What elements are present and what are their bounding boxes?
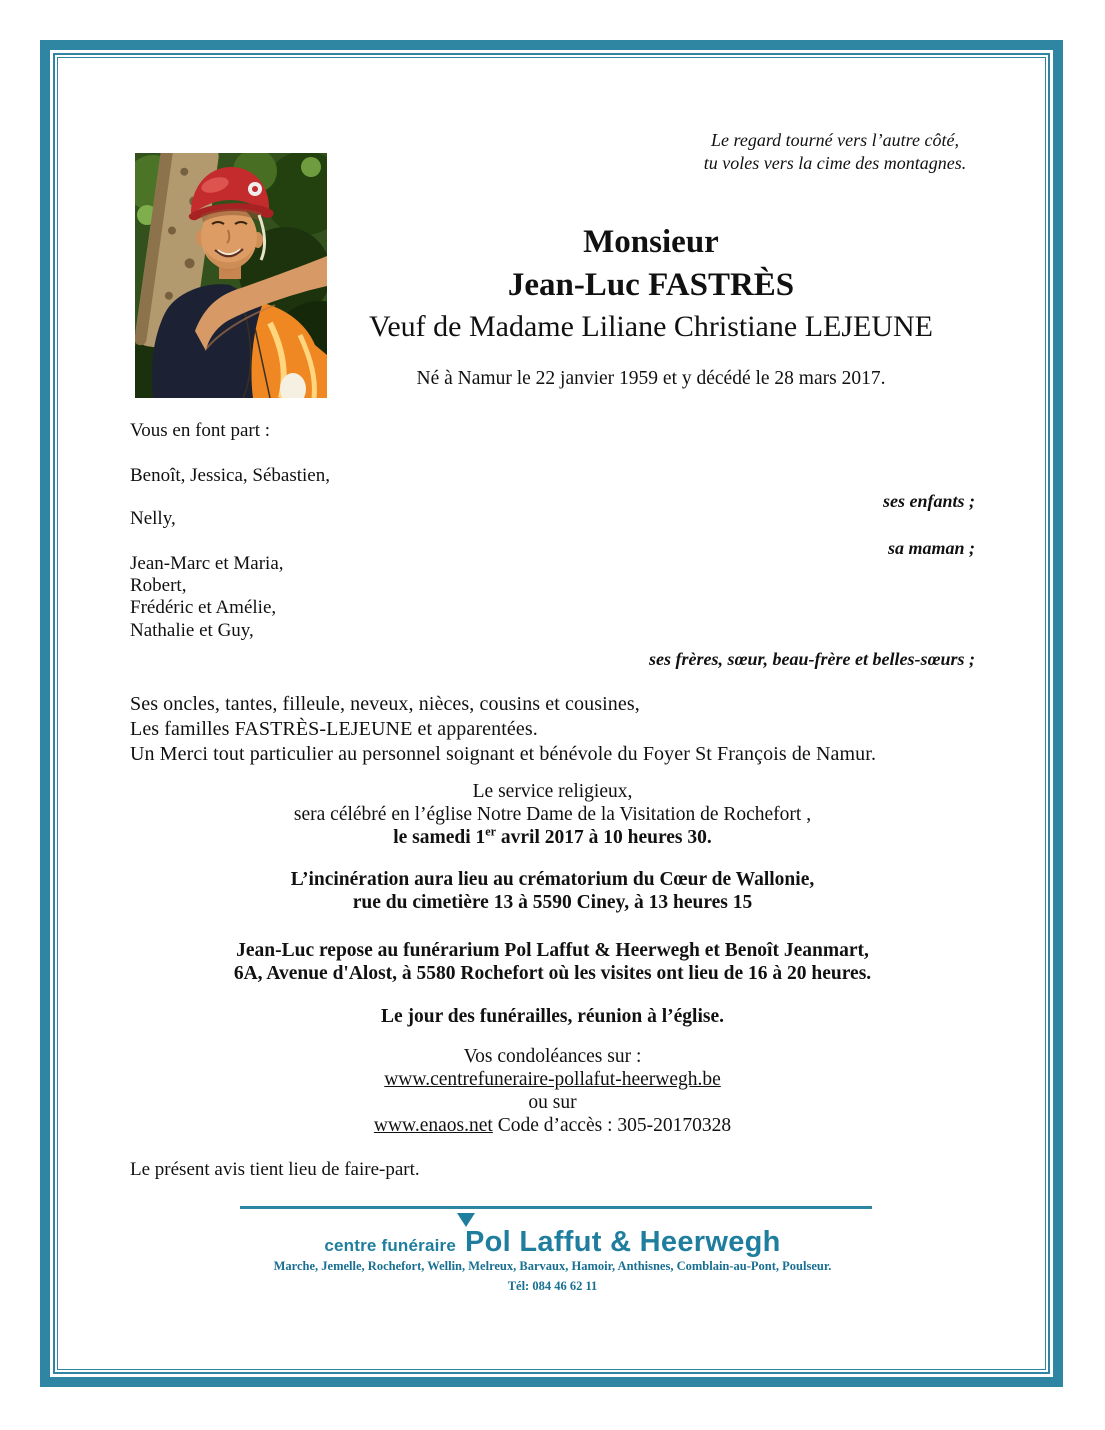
condolences-site2-link[interactable]: www.enaos.net <box>373 1115 493 1136</box>
epitaph-quote-line2: tu voles vers la cime des montagnes. <box>703 152 967 173</box>
condolences-or-line: ou sur <box>528 1092 577 1113</box>
cremation-block <box>80 868 1025 914</box>
sibling-name: Robert, <box>130 575 187 596</box>
repose-line1: Jean-Luc repose au funérarium Pol Laffut & Heerwegh et Benoît Jeanmart, <box>236 940 869 961</box>
birth-death-line: Né à Namur le 22 janvier 1959 et y décédé le 28 mars 2017. <box>416 368 886 389</box>
condolences-block <box>80 1045 1025 1137</box>
service-line2: sera célébré en l’église Notre Dame de la Visitation de Rochefort , <box>293 804 812 825</box>
repose-line2: 6A, Avenue d'Alost, à 5580 Rochefort où les visites ont lieu de 16 à 20 heures. <box>233 963 872 984</box>
salutation: Monsieur <box>583 224 719 260</box>
condolences-access-code: Code d’accès : 305-20170328 <box>492 1115 732 1136</box>
logo-descriptor: centre funéraire <box>324 1236 457 1255</box>
footer-phone-line: Tél: 084 46 62 11 <box>507 1279 598 1293</box>
condolences-site1-line <box>80 1068 1025 1091</box>
extended-family-line1: Ses oncles, tantes, filleule, neveux, nièces, cousins et cousines, <box>130 693 640 715</box>
service-date-line <box>80 826 1025 849</box>
children-role: ses enfants ; <box>882 491 975 511</box>
service-date-sup: er <box>485 824 497 839</box>
service-date-pre: le samedi 1 <box>393 827 486 848</box>
triangle-icon <box>457 1213 475 1227</box>
cremation-line1: L’incinération aura lieu au crématorium du Cœur de Wallonie, <box>290 869 815 890</box>
announcement-intro: Vous en font part : <box>130 420 271 441</box>
mother-name: Nelly, <box>130 508 176 529</box>
condolences-site1-link[interactable]: www.centrefuneraire-pollafut-heerwegh.be <box>384 1069 721 1090</box>
epitaph-quote-line1: Le regard tourné vers l’autre côté, <box>711 130 959 150</box>
funeral-day-line: Le jour des funérailles, réunion à l’église. <box>380 1006 725 1027</box>
funeral-home-logo <box>0 1226 1105 1259</box>
service-block <box>80 780 1025 849</box>
siblings-role: ses frères, sœur, beau-frère et belles-sœurs ; <box>649 649 975 669</box>
logo-brand-name: Pol Laffut & Heerwegh <box>465 1226 781 1259</box>
condolences-intro: Vos condoléances sur : <box>463 1046 642 1067</box>
epitaph-quote <box>640 129 1030 174</box>
extended-family-paragraph <box>130 692 876 766</box>
widower-line: Veuf de Madame Liliane Christiane LEJEUNE <box>369 310 933 343</box>
legal-notice-line: Le présent avis tient lieu de faire-part. <box>130 1159 420 1180</box>
extended-family-line3: Un Merci tout particulier au personnel soignant et bénévole du Foyer St François de Namur. <box>130 742 877 765</box>
sibling-name: Nathalie et Guy, <box>130 620 254 641</box>
service-line1: Le service religieux, <box>472 781 633 802</box>
sibling-name: Jean-Marc et Maria, <box>130 553 284 574</box>
extended-family-line2: Les familles FASTRÈS-LEJEUNE et apparentées. <box>130 717 538 740</box>
service-date-post: avril 2017 à 10 heures 30. <box>496 827 712 848</box>
deceased-name: Jean-Luc FASTRÈS <box>507 267 795 303</box>
repose-block <box>80 939 1025 985</box>
condolences-site2-line <box>80 1114 1025 1137</box>
sibling-name: Frédéric et Amélie, <box>130 597 277 618</box>
title-block <box>240 221 1062 391</box>
cremation-line2: rue du cimetière 13 à 5590 Ciney, à 13 heures 15 <box>352 892 753 913</box>
footer-divider <box>240 1206 872 1209</box>
footer-cities-line: Marche, Jemelle, Rochefort, Wellin, Melreux, Barvaux, Hamoir, Anthisnes, Comblain-au-Pont, Poulseur. <box>273 1259 832 1273</box>
mother-role: sa maman ; <box>887 538 975 558</box>
children-names: Benoît, Jessica, Sébastien, <box>130 465 330 486</box>
